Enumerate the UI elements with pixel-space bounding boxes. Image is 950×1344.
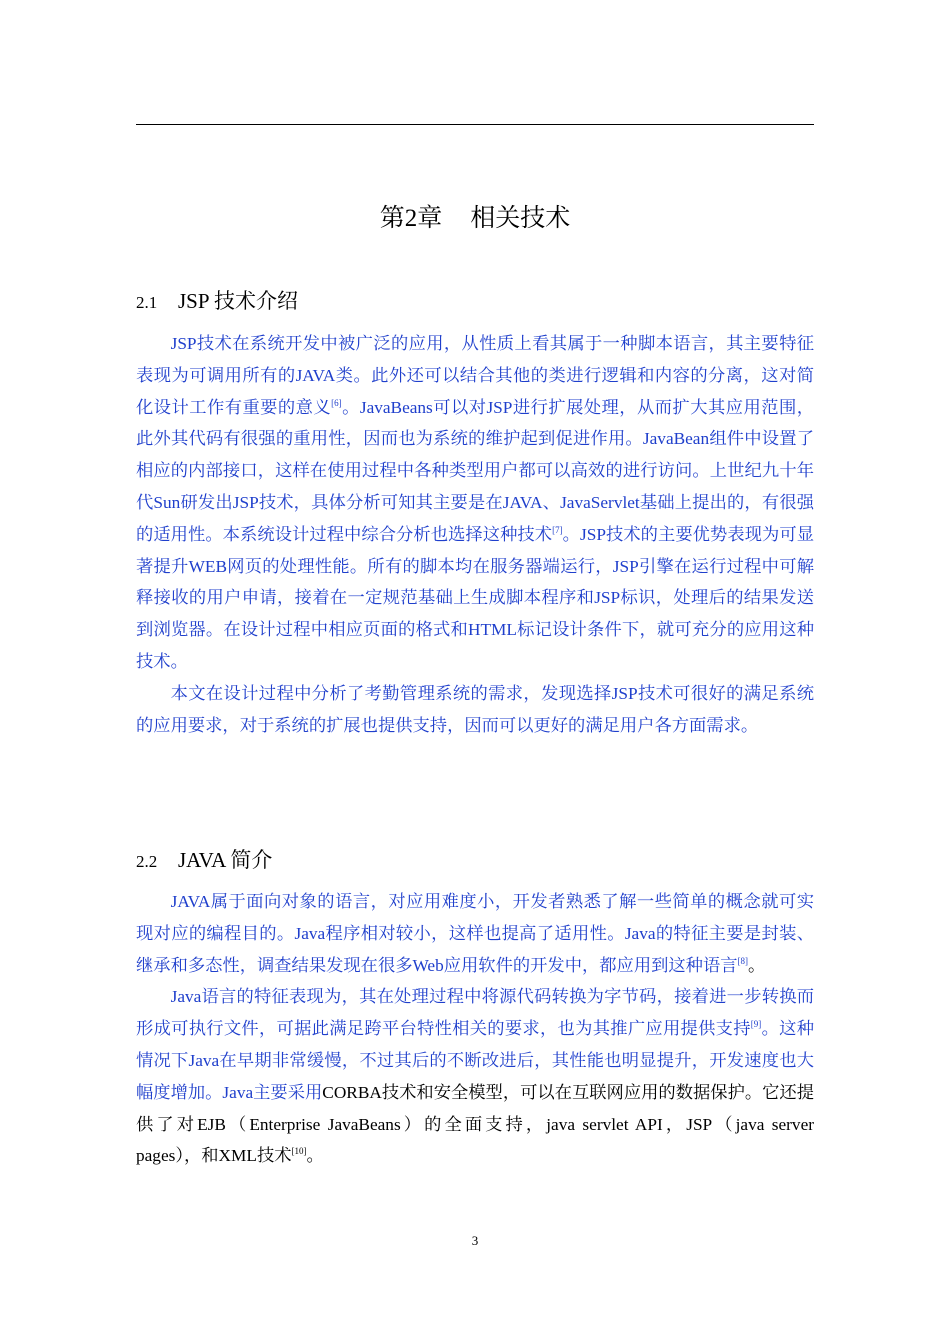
text-run: JAVA属于面向对象的语言，对应用难度小，开发者熟悉了解一些简单的概念就可实现对应的编程目的。Java程序相对较小，这样也提高了适用性。Java的特征主要是封装、继承和多态性，调查结果发现在很多Web应用软件的开发中，都应用到这种语言	[136, 892, 814, 975]
text-run: 。JSP技术的主要优势表现为可显著提升WEB网页的处理性能。所有的脚本均在服务器端运行，JSP引擎在运行过程中可解释接收的用户申请，接着在一定规范基础上生成脚本程序和JSP标识，处理后的结果发送到浏览器。在设计过程中相应页面的格式和HTML标记设计条件下，就可充分的应用这种技术。	[136, 524, 814, 671]
text-run: 。	[748, 955, 766, 975]
citation-ref: [6]	[331, 397, 342, 408]
text-run: 本文在设计过程中分析了考勤管理系统的需求，发现选择JSP技术可很好的满足系统的应用要求，对于系统的扩展也提供支持，因而可以更好的满足用户各方面需求。	[136, 683, 814, 735]
paragraph	[136, 886, 814, 981]
text-run: 。	[306, 1146, 324, 1166]
text-run: Java语言的特征表现为，其在处理过程中将源代码转换为字节码，接着进一步转换而形成可执行文件，可据此满足跨平台特性相关的要求，也为其推广应用提供支持	[136, 987, 814, 1039]
chapter-title	[136, 203, 814, 235]
section-title: JAVA 简介	[178, 848, 273, 872]
paragraph	[136, 328, 814, 678]
text-run: JSP技术在系统开发中被广泛的应用，从性质上看其属于一种脚本语言，其主要特征表现为可调用所有的JAVA类。此外还可以结合其他的类进行逻辑和内容的分离，这对简化设计工作有重要的意义	[136, 334, 814, 417]
paragraph	[136, 678, 814, 742]
section-number: 2.1	[136, 293, 158, 312]
section-title: JSP 技术介绍	[178, 289, 299, 313]
citation-ref: [7]	[552, 525, 563, 536]
citation-ref: [8]	[737, 955, 749, 966]
citation-ref: [10]	[291, 1146, 307, 1157]
section-heading-2-2	[136, 845, 272, 877]
section-heading-2-1	[136, 286, 298, 318]
section-number: 2.2	[136, 852, 158, 871]
section-body-2-1	[136, 328, 814, 741]
header-rule	[136, 124, 814, 125]
citation-ref: [9]	[750, 1019, 762, 1030]
text-run: 。这种情况下Java在早期非常缓慢，不过其后的不断改进后，其性能也明显提升，开发速度也大幅度增加。Java主要采用	[136, 1019, 814, 1102]
section-body-2-2	[136, 886, 814, 1172]
text-run: CORBA技术和安全模型，可以在互联网应用的数据保护。它还提供了对EJB（Enterprise JavaBeans）的全面支持，java servlet API，JSP（java server pages），和XML技术	[136, 1082, 814, 1166]
chapter-number: 第2章	[379, 205, 443, 232]
page-number: 3	[471, 1233, 479, 1248]
chapter-title-text: 相关技术	[470, 205, 571, 232]
text-run: 。JavaBeans可以对JSP进行扩展处理，从而扩大其应用范围，此外其代码有很强的重用性，因而也为系统的维护起到促进作用。JavaBean组件中设置了相应的内部接口，这样在使用过程中各种类型用户都可以高效的进行访问。上世纪九十年代Sun研发出JSP技术，具体分析可知其主要是在JAVA、JavaServlet基础上提出的，有很强的适用性。本系统设计过程中综合分析也选择这种技术	[136, 397, 814, 544]
paragraph	[136, 981, 814, 1172]
